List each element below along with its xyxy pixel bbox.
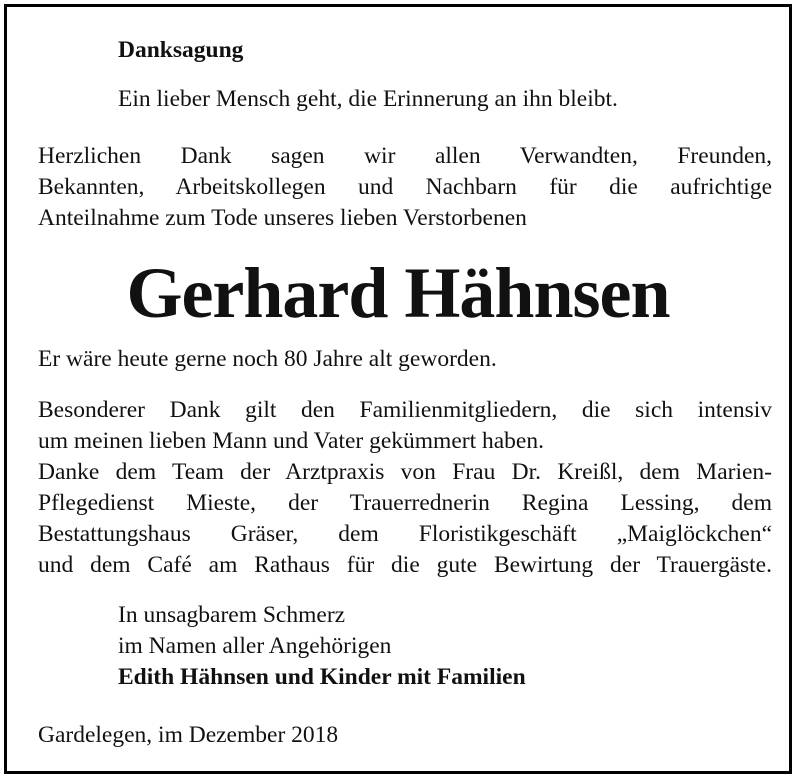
intro-line: Herzlichen Dank sagen wir allen Verwandten, Freunden, xyxy=(38,143,772,169)
age-line: Er wäre heute gerne noch 80 Jahre alt geworden. xyxy=(38,346,497,372)
thanks-line: Bestattungshaus Gräser, dem Floristikgeschäft „Maiglöckchen“ xyxy=(38,521,772,547)
signature-line: In unsagbarem Schmerz xyxy=(118,602,346,628)
deceased-name: Gerhard Hähnsen xyxy=(126,253,670,333)
signature-family: Edith Hähnsen und Kinder mit Familien xyxy=(118,664,526,690)
intro-line: Bekannten, Arbeitskollegen und Nachbarn für die aufrichtige xyxy=(38,174,772,200)
thanks-line: Danke dem Team der Arztpraxis von Frau Dr. Kreißl, dem Marien- xyxy=(38,459,772,485)
thanks-line: Besonderer Dank gilt den Familienmitgliedern, die sich intensiv xyxy=(38,397,772,423)
thanks-line: und dem Café am Rathaus für die gute Bewirtung der Trauergäste. xyxy=(38,552,772,578)
thanks-line: um meinen lieben Mann und Vater gekümmert haben. xyxy=(38,428,544,454)
intro-line: Anteilnahme zum Tode unseres lieben Verstorbenen xyxy=(38,205,527,231)
signature-line: im Namen aller Angehörigen xyxy=(118,633,392,659)
obituary-notice xyxy=(4,4,792,774)
place-date: Gardelegen, im Dezember 2018 xyxy=(38,722,339,748)
motto: Ein lieber Mensch geht, die Erinnerung an ihn bleibt. xyxy=(118,86,618,112)
thanks-line: Pflegedienst Mieste, der Trauerrednerin Regina Lessing, dem xyxy=(38,490,772,516)
heading: Danksagung xyxy=(118,37,244,63)
